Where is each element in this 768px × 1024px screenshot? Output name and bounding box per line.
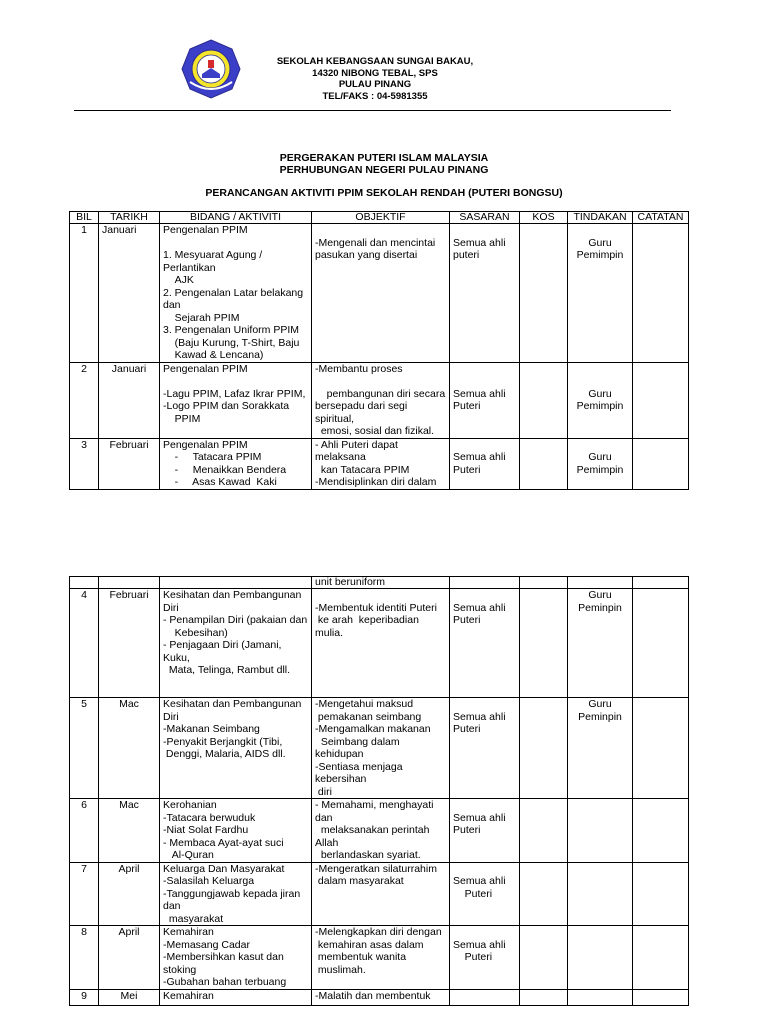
cell-objektif: -Membantu proses pembangunan diri secara bersepadu dari segi spiritual, emosi, sosial dan fizikal.	[312, 362, 450, 438]
cell-sasaran: Semua ahli Puteri	[450, 589, 520, 698]
plan-title: PERANCANGAN AKTIVITI PPIM SEKOLAH RENDAH (PUTERI BONGSU)	[205, 187, 563, 199]
cell-bil: 3	[70, 438, 99, 489]
cell-kos	[520, 926, 568, 990]
school-phone: TEL/FAKS : 04-5981355	[322, 90, 428, 102]
header-bidang: BIDANG / AKTIVITI	[160, 212, 312, 224]
cell-bidang: Kemahiran	[160, 989, 312, 1005]
cell-tarikh: Februari	[99, 589, 160, 698]
header-objektif: OBJEKTIF	[312, 212, 450, 224]
cell-bidang: Pengenalan PPIM - Tatacara PPIM - Menaikkan Bendera - Asas Kawad Kaki	[160, 438, 312, 489]
header-divider	[74, 110, 671, 111]
cell-objektif: -Malatih dan membentuk	[312, 989, 450, 1005]
table-header-row	[70, 212, 689, 224]
cell-catatan	[633, 698, 689, 799]
cell-tindakan: Guru Pemimpin	[568, 438, 633, 489]
org-title: PERGERAKAN PUTERI ISLAM MALAYSIA	[279, 152, 489, 164]
cell-catatan	[633, 438, 689, 489]
school-name: SEKOLAH KEBANGSAAN SUNGAI BAKAU,	[276, 56, 474, 67]
cell-tarikh: Januari	[99, 362, 160, 438]
cell-catatan	[633, 926, 689, 990]
cell-bil: 6	[70, 799, 99, 863]
cell-kos	[520, 799, 568, 863]
cell-bil: 7	[70, 862, 99, 926]
activity-table-part2	[69, 576, 689, 1006]
cell-kos	[520, 438, 568, 489]
header-sasaran: SASARAN	[450, 212, 520, 224]
school-address-line2: PULAU PINANG	[338, 79, 412, 90]
cell-bil: 2	[70, 362, 99, 438]
cell-kos	[520, 589, 568, 698]
cell-kos	[520, 577, 568, 589]
cell-bidang: Kerohanian -Tatacara berwuduk -Niat Solat Fardhu - Membaca Ayat-ayat suci Al-Quran	[160, 799, 312, 863]
cell-tarikh	[99, 577, 160, 589]
cell-bidang: Kemahiran -Memasang Cadar -Membersihkan kasut dan stoking -Gubahan bahan terbuang	[160, 926, 312, 990]
cell-objektif: -Membentuk identiti Puteri ke arah keperibadian mulia.	[312, 589, 450, 698]
table-row	[70, 926, 689, 990]
cell-sasaran: Semua ahli Puteri	[450, 438, 520, 489]
cell-tarikh: Januari	[99, 224, 160, 363]
activity-table-part1	[69, 211, 689, 490]
cell-tindakan: Guru Peminpin	[568, 698, 633, 799]
cell-bidang: Keluarga Dan Masyarakat -Salasilah Keluarga -Tanggungjawab kepada jiran dan masyarakat	[160, 862, 312, 926]
table-row	[70, 862, 689, 926]
cell-bidang: Pengenalan PPIM -Lagu PPIM, Lafaz Ikrar PPIM, -Logo PPIM dan Sorakkata PPIM	[160, 362, 312, 438]
cell-bidang	[160, 577, 312, 589]
cell-tindakan	[568, 926, 633, 990]
cell-bil: 9	[70, 989, 99, 1005]
cell-tindakan	[568, 862, 633, 926]
cell-tarikh: Mei	[99, 989, 160, 1005]
cell-catatan	[633, 799, 689, 863]
cell-kos	[520, 862, 568, 926]
cell-sasaran: Semua ahli Puteri	[450, 926, 520, 990]
table-row	[70, 989, 689, 1005]
cell-kos	[520, 698, 568, 799]
cell-objektif: -Mengenali dan mencintai pasukan yang disertai	[312, 224, 450, 363]
cell-bil: 4	[70, 589, 99, 698]
cell-sasaran: Semua ahli Puteri	[450, 698, 520, 799]
cell-objektif: -Melengkapkan diri dengan kemahiran asas dalam membentuk wanita muslimah.	[312, 926, 450, 990]
cell-objektif: - Memahami, menghayati dan melaksanakan perintah Allah berlandaskan syariat.	[312, 799, 450, 863]
cell-kos	[520, 362, 568, 438]
cell-catatan	[633, 862, 689, 926]
cell-sasaran	[450, 577, 520, 589]
header-kos: KOS	[520, 212, 568, 224]
cell-tindakan: Guru Pemimpin	[568, 362, 633, 438]
cell-bil: 1	[70, 224, 99, 363]
cell-tindakan	[568, 989, 633, 1005]
cell-sasaran: Semua ahli Puteri	[450, 362, 520, 438]
cell-catatan	[633, 577, 689, 589]
table-row	[70, 577, 689, 589]
table-row	[70, 224, 689, 363]
table-row	[70, 589, 689, 698]
cell-sasaran: Semua ahli Puteri	[450, 862, 520, 926]
cell-bidang: Kesihatan dan Pembangunan Diri - Penampilan Diri (pakaian dan Kebesihan) - Penjagaan Diri (Jamani, Kuku, Mata, Telinga, Rambut dll.	[160, 589, 312, 698]
header-tindakan: TINDAKAN	[568, 212, 633, 224]
cell-catatan	[633, 989, 689, 1005]
cell-bidang: Kesihatan dan Pembangunan Diri -Makanan Seimbang -Penyakit Berjangkit (Tibi, Denggi, Malaria, AIDS dll.	[160, 698, 312, 799]
cell-tarikh: Mac	[99, 799, 160, 863]
cell-sasaran: Semua ahli puteri	[450, 224, 520, 363]
cell-sasaran: Semua ahli Puteri	[450, 799, 520, 863]
table-row	[70, 362, 689, 438]
header-catatan: CATATAN	[633, 212, 689, 224]
school-header	[250, 56, 500, 102]
cell-bil: 5	[70, 698, 99, 799]
cell-catatan	[633, 589, 689, 698]
cell-tarikh: April	[99, 862, 160, 926]
table-row	[70, 698, 689, 799]
cell-objektif: unit beruniform	[312, 577, 450, 589]
school-logo	[180, 38, 242, 100]
cell-tindakan: Guru Peminpin	[568, 589, 633, 698]
cell-tindakan	[568, 577, 633, 589]
cell-tarikh: Mac	[99, 698, 160, 799]
cell-bidang: Pengenalan PPIM 1. Mesyuarat Agung / Perlantikan AJK 2. Pengenalan Latar belakang dan Sejarah PPIM 3. Pengenalan Uniform PPIM (Baju Kurung, T-Shirt, Baju Kawad & Lencana)	[160, 224, 312, 363]
cell-sasaran	[450, 989, 520, 1005]
cell-bil	[70, 577, 99, 589]
header-bil: BIL	[70, 212, 99, 224]
school-address-line1: 14320 NIBONG TEBAL, SPS	[312, 67, 438, 79]
table-row	[70, 799, 689, 863]
cell-catatan	[633, 362, 689, 438]
cell-tarikh: April	[99, 926, 160, 990]
cell-catatan	[633, 224, 689, 363]
cell-tarikh: Februari	[99, 438, 160, 489]
cell-kos	[520, 989, 568, 1005]
cell-objektif: - Ahli Puteri dapat melaksana kan Tatacara PPIM -Mendisiplinkan diri dalam	[312, 438, 450, 489]
cell-bil: 8	[70, 926, 99, 990]
org-subtitle: PERHUBUNGAN NEGERI PULAU PINANG	[279, 164, 489, 176]
table-row	[70, 438, 689, 489]
cell-kos	[520, 224, 568, 363]
header-tarikh: TARIKH	[99, 212, 160, 224]
cell-objektif: -Mengetahui maksud pemakanan seimbang -Mengamalkan makanan Seimbang dalam kehidupan -Sentiasa menjaga kebersihan diri	[312, 698, 450, 799]
cell-tindakan	[568, 799, 633, 863]
cell-tindakan: Guru Pemimpin	[568, 224, 633, 363]
cell-objektif: -Mengeratkan silaturrahim dalam masyarakat	[312, 862, 450, 926]
